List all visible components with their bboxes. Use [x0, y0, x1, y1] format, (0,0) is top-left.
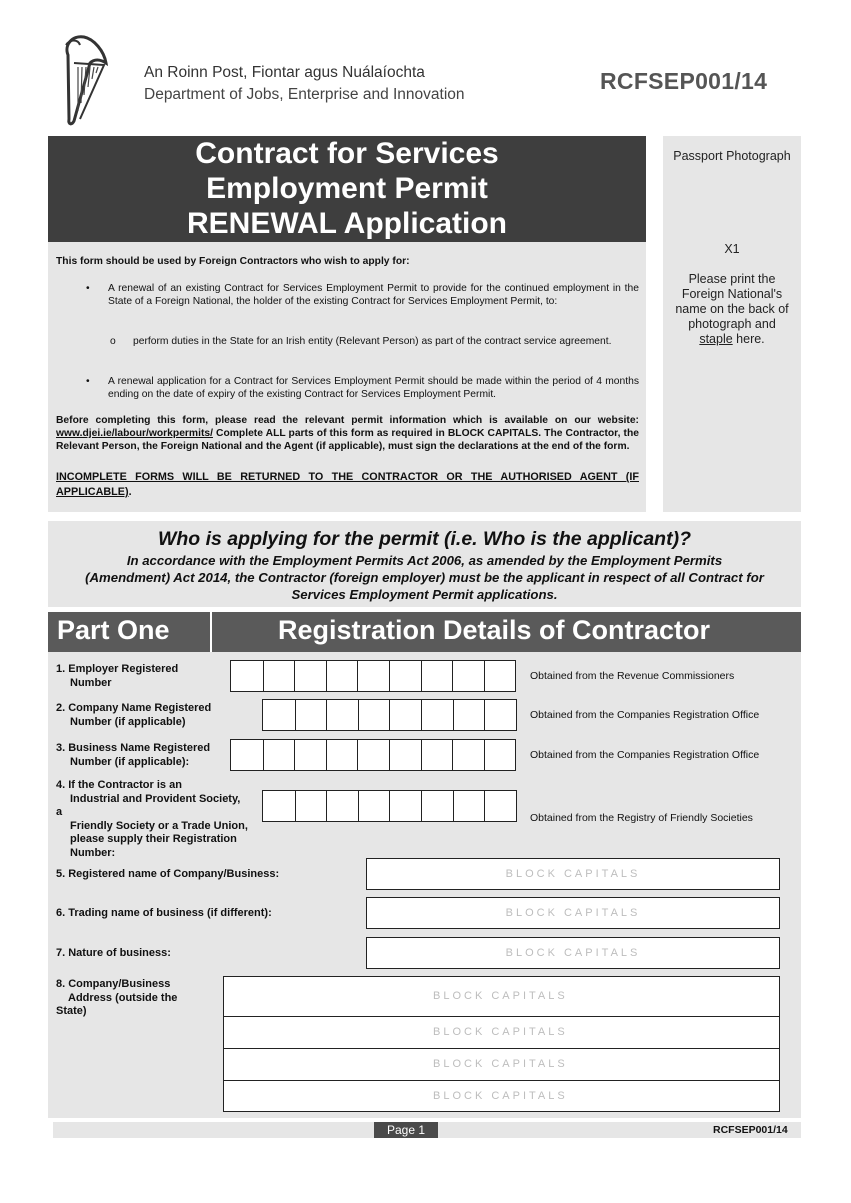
photo-instruction-2: Foreign National's [681, 287, 783, 301]
who-line-2: (Amendment) Act 2014, the Contractor (foreign employer) must be the applicant in respect of all Contract for [85, 570, 764, 585]
q1-label-line-2: Number [70, 676, 112, 689]
q4-label-line-1: 4. If the Contractor is an [56, 779, 182, 791]
q1-label [56, 663, 178, 690]
photo-instruction-1: Please print the [688, 272, 776, 286]
q4-label [56, 779, 248, 860]
title-line-2: Employment Permit [206, 172, 488, 205]
q8-label-line-3: State) [56, 1005, 87, 1017]
q4-label-line-2: Industrial and Provident Society, [70, 792, 241, 805]
q4-label-line-3: a [56, 806, 63, 818]
employer-registered-number-input[interactable] [230, 660, 516, 692]
nature-of-business-input[interactable]: BLOCK CAPITALS [366, 937, 780, 969]
incomplete-warning [56, 470, 639, 500]
passport-photograph-box[interactable] [663, 136, 801, 512]
who-is-applying-panel [48, 521, 801, 607]
page-number: Page 1 [374, 1122, 438, 1138]
department-name-english: Department of Jobs, Enterprise and Innovation [144, 86, 465, 103]
q3-label-line-1: 3. Business Name Registered [56, 742, 211, 754]
q3-note: Obtained from the Companies Registration Office [530, 749, 760, 761]
q4-label-line-6: Number: [70, 846, 116, 859]
q1-note: Obtained from the Revenue Commissioners [530, 670, 735, 682]
q8-label-line-2: Address (outside the [68, 991, 178, 1004]
photo-instruction-3: name on the back of [675, 302, 789, 316]
footer-form-code: RCFSEP001/14 [713, 1124, 788, 1136]
photo-instruction-5 [663, 332, 801, 347]
q4-note: Obtained from the Registry of Friendly Societies [530, 812, 753, 824]
q1-label-line-1: 1. Employer Registered [56, 663, 179, 675]
part-title-box [212, 612, 801, 652]
address-line-4-input[interactable]: BLOCK CAPITALS [223, 1080, 780, 1112]
intro-panel [48, 242, 646, 512]
bullet-dot: • [86, 376, 90, 387]
q2-label-line-2: Number (if applicable) [70, 715, 186, 728]
intro-lead: This form should be used by Foreign Contractors who wish to apply for: [56, 256, 410, 267]
q3-label [56, 742, 210, 769]
staple-word: staple [699, 332, 733, 346]
after-link-text: Complete ALL parts of this form as required in BLOCK CAPITALS. The Contractor, the Relevant Person, the Foreign National and the Agent (if applicable), must sign the declarations at the end of the form. [56, 428, 639, 452]
who-line-1: In accordance with the Employment Permits Act 2006, as amended by the Employment Permits [126, 553, 723, 568]
part-label: Part One [57, 615, 170, 645]
q7-label: 7. Nature of business: [56, 947, 171, 959]
form-code: RCFSEP001/14 [600, 68, 768, 94]
q8-label-line-1: 8. Company/Business [56, 978, 171, 990]
q2-label [56, 702, 211, 729]
address-line-2-input[interactable]: BLOCK CAPITALS [223, 1016, 780, 1049]
intro-bullet-1: A renewal of an existing Contract for Services Employment Permit to provide for the continued employment in the State of a Foreign National, the holder of the existing Contract for Services Employment Permit, to: [108, 283, 639, 307]
intro-bullet-2: A renewal application for a Contract for Services Employment Permit should be made within the period of 4 months ending on the date of expiry of the existing Contract for Services Employment Permit. [108, 376, 639, 400]
company-name-registered-number-input[interactable] [262, 699, 517, 731]
q6-label: 6. Trading name of business (if different): [56, 907, 272, 919]
part-title: Registration Details of Contractor [278, 615, 711, 645]
website-link[interactable]: www.djei.ie/labour/workpermits/ [56, 428, 213, 439]
q4-label-line-5: please supply their Registration [70, 833, 237, 845]
registration-section [48, 652, 801, 1118]
photo-instruction-4: photograph and [688, 317, 776, 331]
warning-text: INCOMPLETE FORMS WILL BE RETURNED TO THE CONTRACTOR OR THE AUTHORISED AGENT (IF APPLICABLE) [56, 471, 639, 498]
business-name-registered-number-input[interactable] [230, 739, 516, 771]
who-line-3: Services Employment Permit applications. [291, 587, 558, 602]
title-line-1: Contract for Services [195, 137, 499, 170]
q3-label-line-2: Number (if applicable): [70, 755, 190, 768]
department-name-irish: An Roinn Post, Fiontar agus Nuálaíochta [144, 64, 425, 81]
sub-bullet-marker: o [110, 336, 116, 347]
before-text: Before completing this form, please read the relevant permit information which is available on our website: [56, 415, 639, 426]
warning-end: . [128, 486, 132, 498]
here-word: here. [732, 332, 765, 346]
photo-count: X1 [724, 242, 740, 256]
friendly-society-registration-number-input[interactable] [262, 790, 517, 822]
harp-logo-icon [60, 33, 110, 128]
q5-label: 5. Registered name of Company/Business: [56, 868, 280, 880]
registered-company-name-input[interactable]: BLOCK CAPITALS [366, 858, 780, 890]
q4-label-line-4: Friendly Society or a Trade Union, [70, 819, 248, 832]
address-line-1-input[interactable]: BLOCK CAPITALS [223, 976, 780, 1017]
trading-name-input[interactable]: BLOCK CAPITALS [366, 897, 780, 929]
q2-label-line-1: 2. Company Name Registered [56, 702, 212, 714]
address-line-3-input[interactable]: BLOCK CAPITALS [223, 1048, 780, 1081]
bullet-dot: • [86, 283, 90, 294]
intro-sub-bullet: perform duties in the State for an Irish entity (Relevant Person) as part of the contract service agreement. [133, 336, 612, 347]
intro-instructions [56, 414, 639, 453]
q2-note: Obtained from the Companies Registration Office [530, 709, 760, 721]
q8-label [56, 978, 177, 1019]
form-title-banner [48, 136, 646, 242]
part-label-box [48, 612, 210, 652]
photo-label: Passport Photograph [673, 149, 791, 163]
who-question: Who is applying for the permit (i.e. Who is the applicant)? [157, 528, 691, 550]
title-line-3: RENEWAL Application [186, 207, 507, 240]
